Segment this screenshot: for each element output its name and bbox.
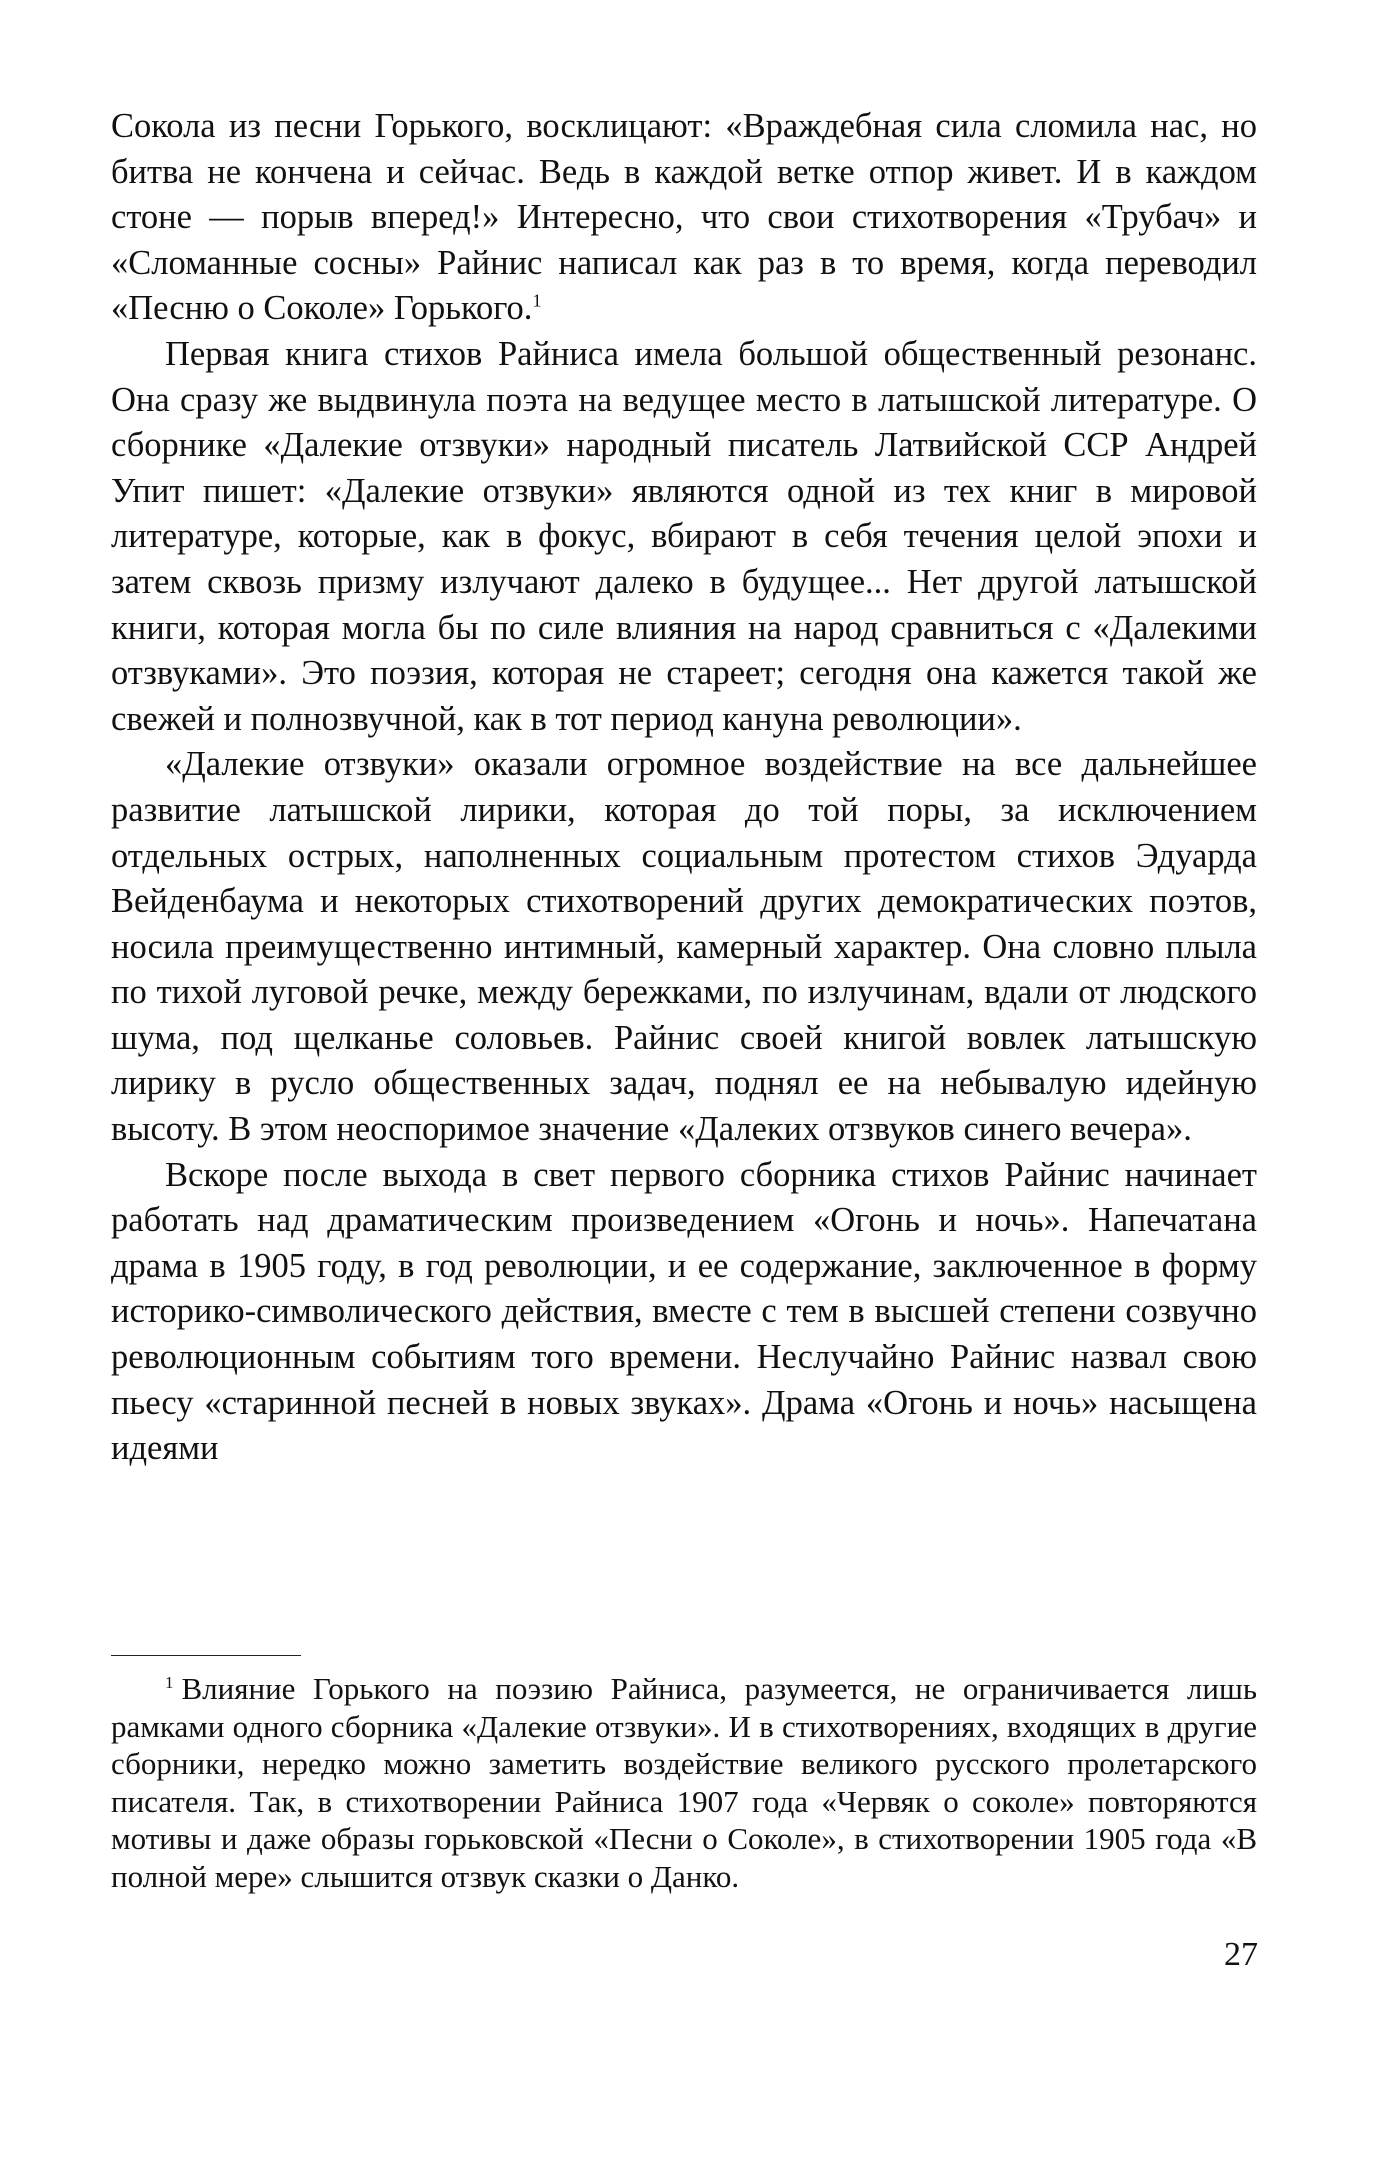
page-number: 27 — [1224, 1936, 1258, 1973]
footnote-divider — [111, 1655, 301, 1656]
footnote-number: 1 — [165, 1672, 174, 1692]
footnote-text: Влияние Горького на поэзию Райниса, разумеется, не ограничивается лишь рамками одного сборника «Далекие отзвуки». И в стихотворениях, входящих в другие сборники, нередко можно заметить воздействие великого русского пролетарского писателя. Так, в стихотворении Райниса 1907 года «Червяк о соколе» повторяются мотивы и даже образы горьковской «Песни о Соколе», в стихотворении 1905 года «В полной мере» слышится отзвук сказки о Данко. — [111, 1671, 1257, 1894]
paragraph-1 — [111, 104, 1257, 332]
page-body — [111, 104, 1257, 1894]
paragraph-2: Первая книга стихов Райниса имела большой общественный резонанс. Она сразу же выдвинула поэта на ведущее место в латышской литературе. О сборнике «Далекие отзвуки» народный писатель Латвийской ССР Андрей Упит пишет: «Далекие отзвуки» являются одной из тех книг в мировой литературе, которые, как в фокус, вбирают в себя течения целой эпохи и затем сквозь призму излучают далеко в будущее... Нет другой латышской книги, которая могла бы по силе влияния на народ сравниться с «Далекими отзвуками». Это поэзия, которая не стареет; сегодня она кажется такой же свежей и полнозвучной, как в тот период кануна революции». — [111, 334, 1257, 738]
paragraph-1-text: Сокола из песни Горького, восклицают: «Враждебная сила сломила нас, но битва не кончена и сейчас. Ведь в каждой ветке отпор живет. И в каждом стоне — порыв вперед!» Интересно, что свои стихотворения «Трубач» и «Сломанные сосны» Райнис написал как раз в то время, когда переводил «Песню о Соколе» Горького. — [111, 107, 1257, 328]
paragraph-3: «Далекие отзвуки» оказали огромное воздействие на все дальнейшее развитие латышской лирики, которая до той поры, за исключением отдельных острых, наполненных социальным протестом стихов Эдуарда Вейденбаума и некоторых стихотворений других демократических поэтов, носила преимущественно интимный, камерный характер. Она словно плыла по тихой луговой речке, между бережками, по излучинам, вдали от людского шума, под щелканье соловьев. Райнис своей книгой вовлек латышскую лирику в русло общественных задач, поднял ее на небывалую идейную высоту. В этом неоспоримое значение «Далеких отзвуков синего вечера». — [111, 745, 1257, 1149]
footnote — [111, 1670, 1257, 1896]
paragraph-4: Вскоре после выхода в свет первого сборника стихов Райнис начинает работать над драматическим произведением «Огонь и ночь». Напечатана драма в 1905 году, в год революции, и ее содержание, заключенное в форму историко-символического действия, вместе с тем в высшей степени созвучно революционным событиям того времени. Неслучайно Райнис назвал свою пьесу «старинной песней в новых звуках». Драма «Огонь и ночь» насыщена идеями — [111, 1155, 1257, 1468]
footnote-reference[interactable]: 1 — [532, 290, 542, 311]
